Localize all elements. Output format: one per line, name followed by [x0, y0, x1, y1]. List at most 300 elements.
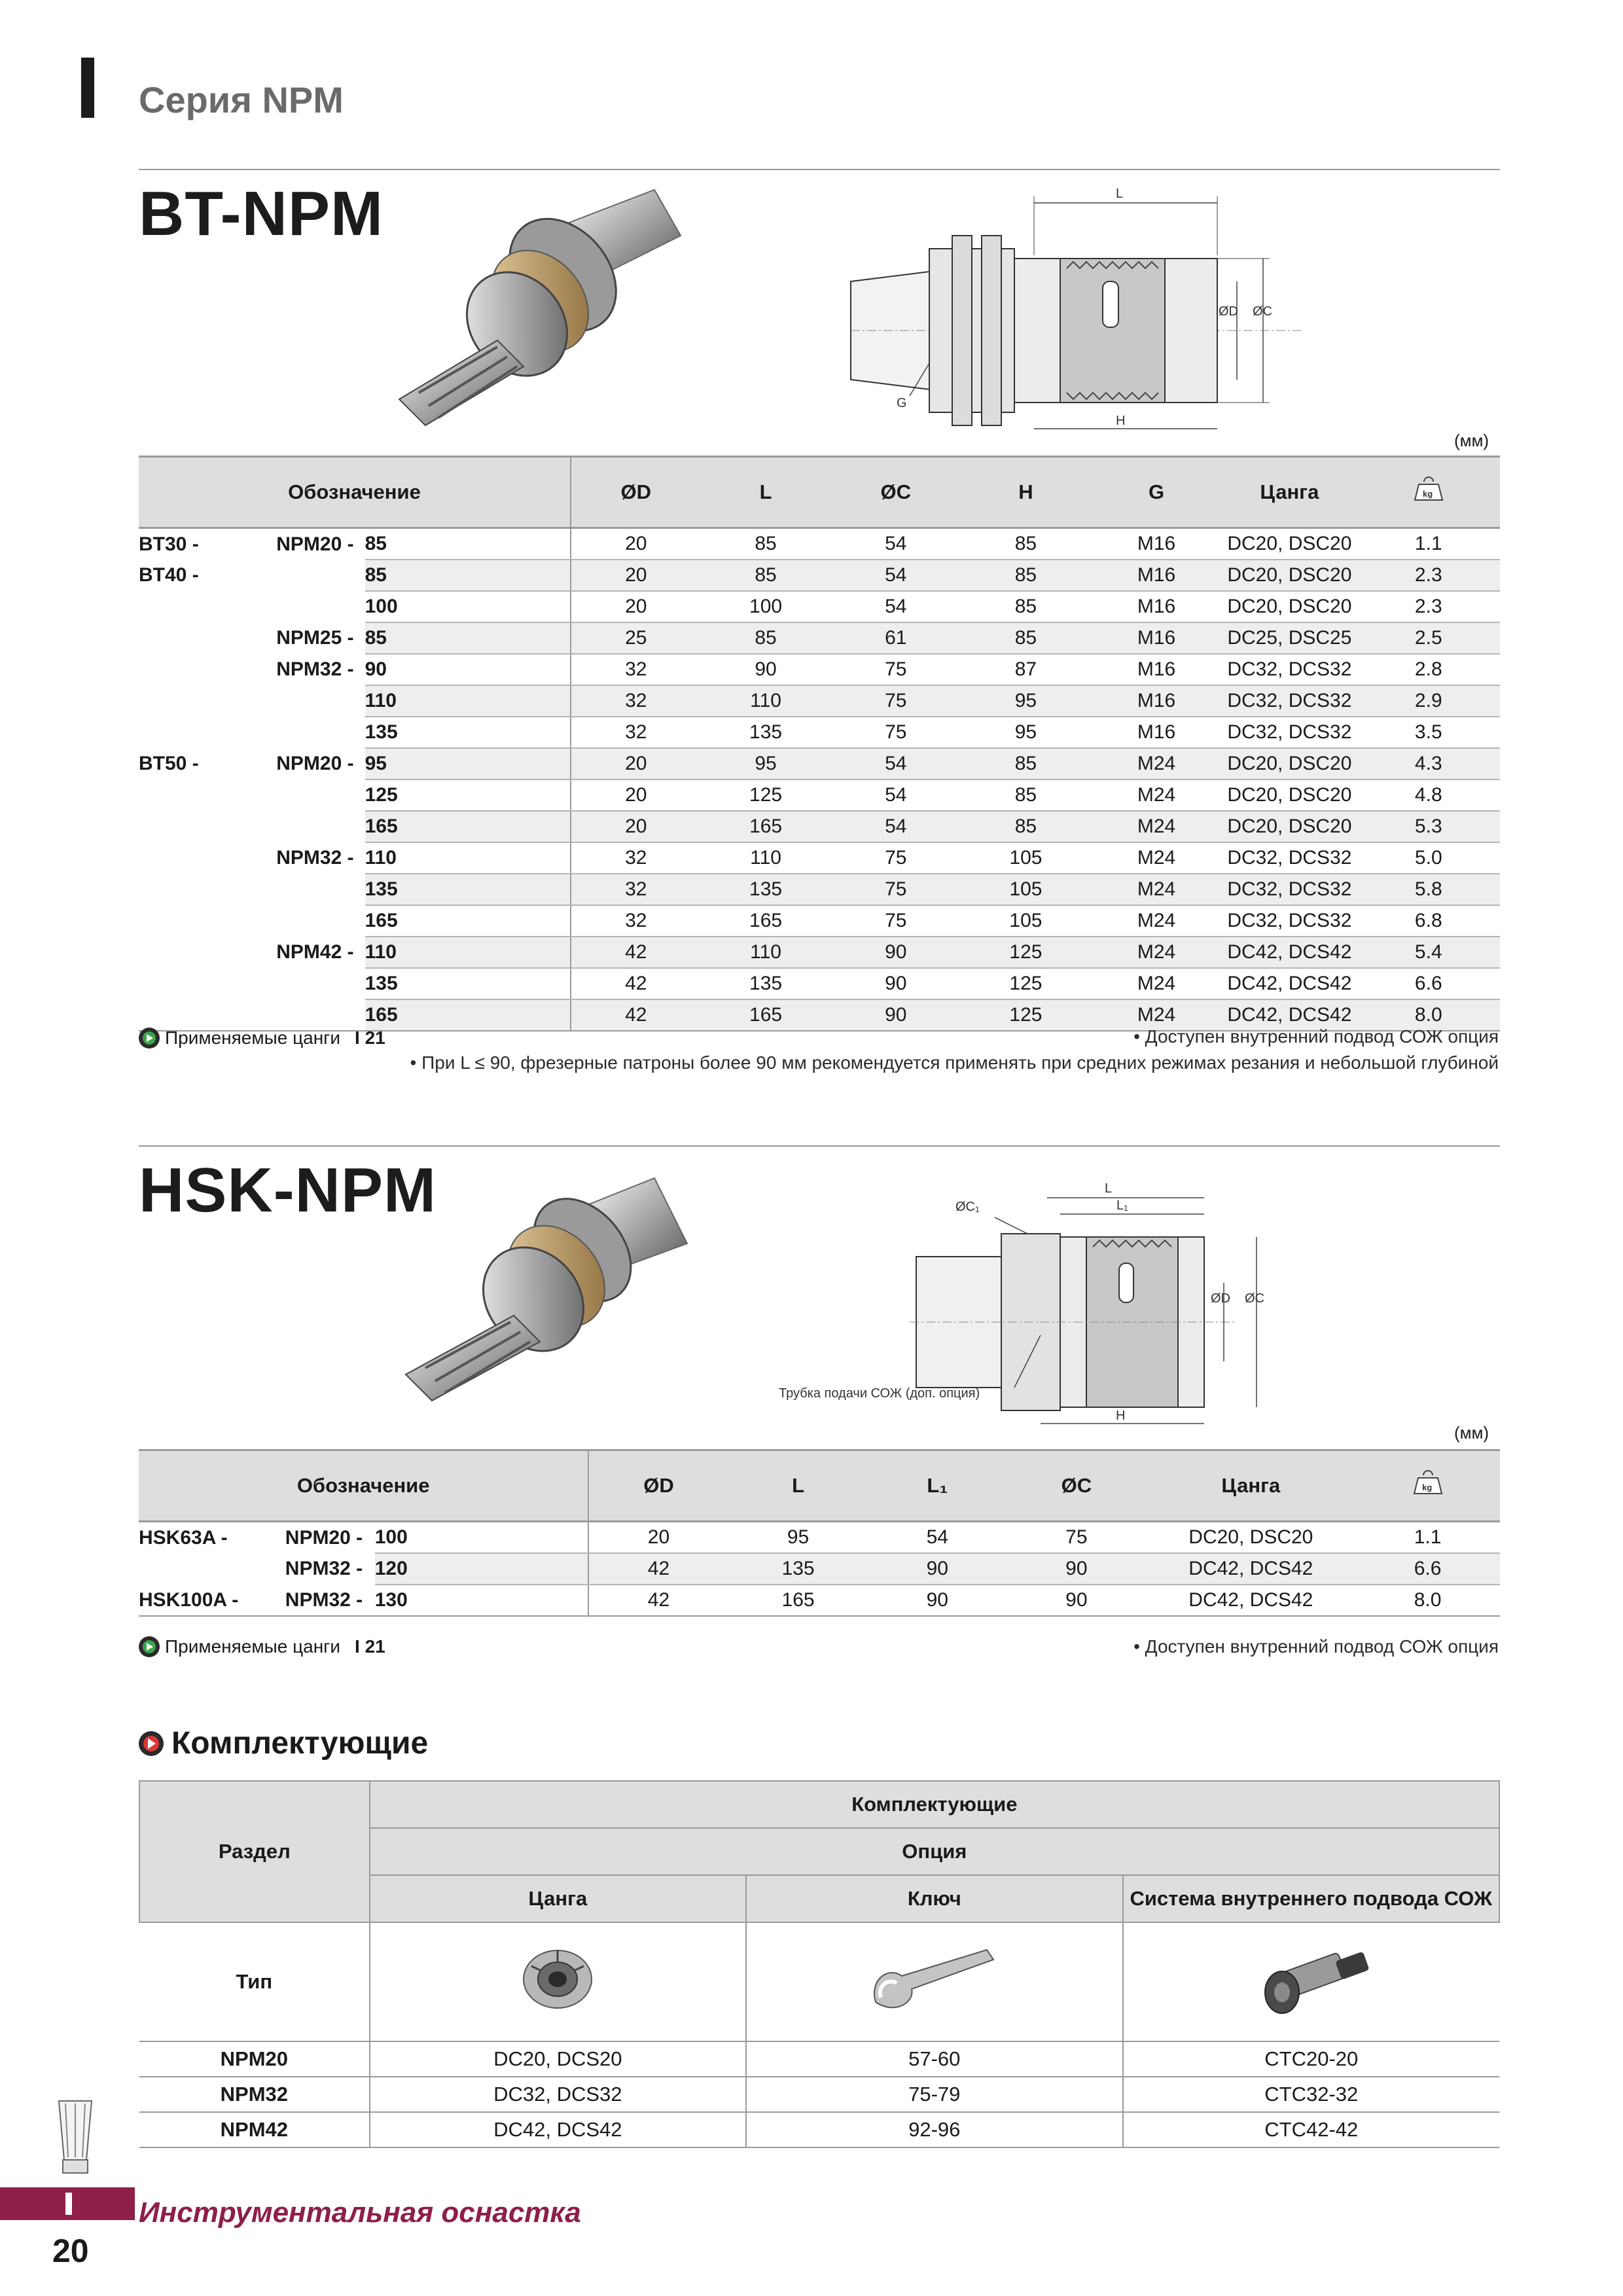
- cell-p1: [139, 999, 276, 1031]
- cell-p2: NPM20 -: [276, 528, 365, 560]
- cell-p1: [139, 968, 276, 999]
- cell-h: 95: [961, 717, 1091, 748]
- acc-cell-type: NPM42: [139, 2112, 370, 2147]
- cell-collet: DC20, DSC20: [1222, 591, 1357, 622]
- table-row: [139, 748, 1500, 780]
- cell-p2: [276, 591, 365, 622]
- coolant-tube-image: [1246, 1940, 1377, 2018]
- cell-p1: [139, 1553, 285, 1585]
- cell-g: M24: [1091, 811, 1222, 842]
- cell-l: 100: [701, 591, 831, 622]
- accessories-heading: [139, 1725, 428, 1761]
- cell-p1: [139, 937, 276, 968]
- cell-l: 110: [701, 937, 831, 968]
- cell-d: 25: [571, 622, 701, 654]
- collet-image: [512, 1943, 603, 2015]
- cell-l: 95: [728, 1522, 868, 1554]
- cell-c: 75: [831, 905, 961, 937]
- cell-l: 165: [701, 905, 831, 937]
- weight-icon: [1412, 1470, 1444, 1496]
- cell-collet: DC20, DSC20: [1222, 748, 1357, 780]
- cell-p3: 85: [365, 560, 571, 591]
- cell-p2: NPM20 -: [285, 1522, 375, 1554]
- cell-p1: [139, 717, 276, 748]
- cell-kg: 5.8: [1357, 874, 1500, 905]
- cell-d: 20: [571, 560, 701, 591]
- bt-drawing-label-h: H: [1116, 414, 1126, 428]
- cell-kg: 2.9: [1357, 685, 1500, 717]
- hsk-drawing-label-l1: L₁: [1116, 1198, 1128, 1213]
- cell-p3: 135: [365, 717, 571, 748]
- cell-l: 135: [728, 1553, 868, 1585]
- cell-p3: 90: [365, 654, 571, 685]
- cell-kg: 5.4: [1357, 937, 1500, 968]
- cell-p2: [276, 811, 365, 842]
- hsk-header-collet: Цанга: [1146, 1450, 1355, 1522]
- cell-p3: 110: [365, 937, 571, 968]
- hsk-header-weight: [1355, 1450, 1500, 1522]
- cell-l: 85: [701, 528, 831, 560]
- cell-d: 32: [571, 685, 701, 717]
- cell-h: 85: [961, 748, 1091, 780]
- cell-g: M16: [1091, 560, 1222, 591]
- cell-d: 42: [588, 1585, 728, 1616]
- cell-kg: 6.8: [1357, 905, 1500, 937]
- cell-p1: [139, 622, 276, 654]
- bt-npm-spec-table: [139, 456, 1500, 1031]
- cell-kg: 6.6: [1355, 1553, 1500, 1585]
- cell-p2: [276, 685, 365, 717]
- bt-drawing-label-l: L: [1116, 187, 1124, 201]
- accessories-table: [139, 1780, 1500, 2148]
- hsk-table-header: [139, 1450, 1500, 1522]
- cell-g: M16: [1091, 654, 1222, 685]
- cell-collet: DC42, DCS42: [1222, 999, 1357, 1031]
- acc-cell-collet: DC42, DCS42: [370, 2112, 746, 2147]
- cell-p3: 165: [365, 811, 571, 842]
- cell-p3: 165: [365, 999, 571, 1031]
- hsk-header-c: ØC: [1007, 1450, 1146, 1522]
- hsk-drawing-label-coolant-tube: Трубка подачи СОЖ (доп. опция): [779, 1386, 980, 1401]
- table-row: [139, 937, 1500, 968]
- acc-type-label: Тип: [139, 1922, 370, 2041]
- cell-g: M24: [1091, 874, 1222, 905]
- cell-l: 165: [701, 811, 831, 842]
- cell-collet: DC32, DCS32: [1222, 654, 1357, 685]
- acc-cell-collet: DC32, DCS32: [370, 2077, 746, 2112]
- cell-p3: 135: [365, 968, 571, 999]
- cell-kg: 2.3: [1357, 560, 1500, 591]
- cell-p2: NPM32 -: [285, 1585, 375, 1616]
- acc-cell-coolant: CTC32-32: [1123, 2077, 1499, 2112]
- cell-collet: DC42, DCS42: [1222, 937, 1357, 968]
- cell-c: 54: [831, 591, 961, 622]
- bt-npm-product-image: [366, 177, 707, 432]
- cell-l: 135: [701, 717, 831, 748]
- cell-g: M24: [1091, 999, 1222, 1031]
- bt-header-c: ØC: [831, 457, 961, 528]
- bt-npm-title: BT-NPM: [139, 179, 383, 249]
- header-divider: [139, 169, 1500, 170]
- cell-p1: BT50 -: [139, 748, 276, 780]
- cell-d: 42: [588, 1553, 728, 1585]
- series-marker: [81, 58, 94, 118]
- cell-d: 20: [571, 528, 701, 560]
- hsk-collet-ref-page: I 21: [355, 1636, 385, 1657]
- hsk-note-coolant: • Доступен внутренний подвод СОЖ опция: [1133, 1636, 1499, 1657]
- cell-g: M24: [1091, 748, 1222, 780]
- series-title: Серия NPM: [139, 79, 344, 120]
- table-row: [139, 685, 1500, 717]
- acc-header-section: Раздел: [139, 1781, 370, 1922]
- cell-p3: 110: [365, 842, 571, 874]
- cell-l: 135: [701, 968, 831, 999]
- cell-collet: DC32, DCS32: [1222, 717, 1357, 748]
- cell-c: 90: [831, 999, 961, 1031]
- acc-collet-image-cell: [370, 1922, 746, 2041]
- hsk-drawing-label-c: ØC: [1245, 1291, 1264, 1306]
- cell-collet: DC32, DCS32: [1222, 842, 1357, 874]
- cell-p3: 100: [365, 591, 571, 622]
- cell-kg: 8.0: [1355, 1585, 1500, 1616]
- cell-kg: 4.8: [1357, 780, 1500, 811]
- cell-p1: [139, 685, 276, 717]
- cell-h: 85: [961, 622, 1091, 654]
- acc-cell-key: 75-79: [746, 2077, 1122, 2112]
- cell-collet: DC32, DCS32: [1222, 874, 1357, 905]
- table-row: [139, 2112, 1499, 2147]
- cell-h: 85: [961, 560, 1091, 591]
- cell-h: 87: [961, 654, 1091, 685]
- hsk-drawing-label-l: L: [1105, 1181, 1113, 1196]
- acc-cell-coolant: CTC42-42: [1123, 2112, 1499, 2147]
- arrow-right-icon: [139, 1028, 160, 1049]
- cell-l: 85: [701, 560, 831, 591]
- cell-d: 42: [571, 968, 701, 999]
- bt-header-weight: [1357, 457, 1500, 528]
- bt-header-designation: Обозначение: [139, 457, 571, 528]
- cell-l1: 90: [868, 1553, 1007, 1585]
- cell-kg: 4.3: [1357, 748, 1500, 780]
- table-row: [139, 1522, 1500, 1554]
- cell-p1: [139, 905, 276, 937]
- cell-p2: NPM32 -: [276, 842, 365, 874]
- acc-cell-key: 57-60: [746, 2041, 1122, 2077]
- weight-icon: [1412, 476, 1445, 503]
- cell-g: M16: [1091, 622, 1222, 654]
- cell-p1: BT30 -: [139, 528, 276, 560]
- cell-l1: 90: [868, 1585, 1007, 1616]
- cell-l: 110: [701, 842, 831, 874]
- cell-c: 54: [831, 528, 961, 560]
- bt-drawing-label-g: G: [897, 396, 907, 410]
- table-row: [139, 1553, 1500, 1585]
- bt-header-weight-label: kg: [1422, 489, 1433, 499]
- table-row: [139, 560, 1500, 591]
- table-row: [139, 968, 1500, 999]
- cell-c: 75: [831, 685, 961, 717]
- bt-drawing-label-c: ØC: [1253, 304, 1272, 319]
- cell-collet: DC42, DCS42: [1146, 1585, 1355, 1616]
- acc-cell-type: NPM20: [139, 2041, 370, 2077]
- table-row: [139, 842, 1500, 874]
- hsk-npm-product-image: [380, 1158, 707, 1407]
- arrow-right-icon: [139, 1636, 160, 1657]
- accessories-title: Комплектующие: [171, 1726, 429, 1761]
- bt-table-header: [139, 457, 1500, 528]
- table-row: [139, 874, 1500, 905]
- wrench-icon: [863, 1940, 1007, 2018]
- cell-collet: DC42, DCS42: [1146, 1553, 1355, 1585]
- cell-d: 20: [571, 591, 701, 622]
- bt-npm-technical-drawing: [844, 183, 1315, 439]
- cell-c: 54: [831, 748, 961, 780]
- cell-l: 95: [701, 748, 831, 780]
- hsk-npm-technical-drawing: [779, 1172, 1296, 1433]
- cell-collet: DC20, DSC20: [1222, 811, 1357, 842]
- cell-kg: 5.0: [1357, 842, 1500, 874]
- cell-kg: 2.3: [1357, 591, 1500, 622]
- cell-c: 90: [831, 937, 961, 968]
- table-row: [139, 717, 1500, 748]
- cell-c: 61: [831, 622, 961, 654]
- cell-p3: 165: [365, 905, 571, 937]
- cell-p3: 100: [375, 1522, 589, 1554]
- cell-g: M24: [1091, 968, 1222, 999]
- bt-header-h: H: [961, 457, 1091, 528]
- cell-p2: NPM32 -: [285, 1553, 375, 1585]
- cell-p3: 95: [365, 748, 571, 780]
- collet-chuck-icon: [46, 2094, 105, 2179]
- cell-l: 165: [728, 1585, 868, 1616]
- cell-p1: HSK63A -: [139, 1522, 285, 1554]
- table-row: [139, 622, 1500, 654]
- table-row: [139, 591, 1500, 622]
- cell-d: 32: [571, 874, 701, 905]
- cell-g: M16: [1091, 528, 1222, 560]
- hsk-drawing-label-d: ØD: [1211, 1291, 1230, 1306]
- cell-p2: [276, 560, 365, 591]
- bt-units: (мм): [1454, 431, 1489, 450]
- cell-d: 20: [588, 1522, 728, 1554]
- cell-p3: 85: [365, 622, 571, 654]
- cell-d: 32: [571, 905, 701, 937]
- cell-p1: [139, 874, 276, 905]
- table-row: [139, 654, 1500, 685]
- cell-d: 20: [571, 780, 701, 811]
- acc-header-coolant: Система внутреннего подвода СОЖ: [1123, 1875, 1499, 1922]
- cell-c: 54: [831, 780, 961, 811]
- cell-collet: DC20, DSC20: [1222, 560, 1357, 591]
- cell-h: 85: [961, 528, 1091, 560]
- cell-p3: 110: [365, 685, 571, 717]
- bt-note-usage: • При L ≤ 90, фрезерные патроны более 90 мм рекомендуется применять при средних режимах резания и небольшой глубиной: [410, 1052, 1499, 1073]
- cell-p2: NPM20 -: [276, 748, 365, 780]
- cell-p1: BT40 -: [139, 560, 276, 591]
- bt-drawing-label-d: ØD: [1219, 304, 1238, 319]
- cell-h: 125: [961, 968, 1091, 999]
- cell-p2: NPM25 -: [276, 622, 365, 654]
- cell-p3: 130: [375, 1585, 589, 1616]
- cell-p2: NPM32 -: [276, 654, 365, 685]
- cell-kg: 1.1: [1355, 1522, 1500, 1554]
- acc-header-key: Ключ: [746, 1875, 1122, 1922]
- cell-l: 90: [701, 654, 831, 685]
- bt-collet-ref-label: Применяемые цанги: [165, 1028, 341, 1048]
- cell-h: 85: [961, 591, 1091, 622]
- cell-d: 20: [571, 748, 701, 780]
- hsk-header-d: ØD: [588, 1450, 728, 1522]
- cell-kg: 2.8: [1357, 654, 1500, 685]
- cell-kg: 1.1: [1357, 528, 1500, 560]
- hsk-drawing-label-h: H: [1116, 1408, 1126, 1423]
- cell-h: 125: [961, 937, 1091, 968]
- hsk-header-weight-label: kg: [1421, 1482, 1432, 1492]
- cell-c: 75: [831, 874, 961, 905]
- cell-d: 32: [571, 717, 701, 748]
- hsk-drawing-label-c1: ØC₁: [955, 1200, 980, 1214]
- page-number: 20: [52, 2233, 89, 2269]
- cell-g: M24: [1091, 780, 1222, 811]
- cell-h: 85: [961, 811, 1091, 842]
- hsk-header-l: L: [728, 1450, 868, 1522]
- cell-c: 54: [831, 811, 961, 842]
- footer-chapter-mark: [65, 2193, 72, 2215]
- cell-p3: 120: [375, 1553, 589, 1585]
- cell-l: 125: [701, 780, 831, 811]
- cell-p2: [276, 780, 365, 811]
- cell-h: 85: [961, 780, 1091, 811]
- acc-cell-coolant: CTC20-20: [1123, 2041, 1499, 2077]
- cell-collet: DC20, DSC20: [1146, 1522, 1355, 1554]
- bt-collet-ref-page: I 21: [355, 1028, 385, 1048]
- hsk-npm-title: HSK-NPM: [139, 1155, 437, 1225]
- cell-d: 32: [571, 842, 701, 874]
- hsk-divider: [139, 1145, 1500, 1147]
- acc-cell-key: 92-96: [746, 2112, 1122, 2147]
- table-row: [139, 780, 1500, 811]
- cell-l: 85: [701, 622, 831, 654]
- bt-header-l: L: [701, 457, 831, 528]
- hsk-npm-spec-table: [139, 1449, 1500, 1617]
- cell-g: M24: [1091, 905, 1222, 937]
- cell-collet: DC20, DSC20: [1222, 780, 1357, 811]
- cell-p2: [276, 905, 365, 937]
- table-row: [139, 1585, 1500, 1616]
- arrow-right-icon: [139, 1731, 164, 1756]
- cell-p1: [139, 811, 276, 842]
- cell-kg: 3.5: [1357, 717, 1500, 748]
- cell-l: 110: [701, 685, 831, 717]
- cell-d: 20: [571, 811, 701, 842]
- cell-c: 75: [1007, 1522, 1146, 1554]
- bt-header-collet: Цанга: [1222, 457, 1357, 528]
- cell-g: M24: [1091, 842, 1222, 874]
- cell-c: 90: [1007, 1553, 1146, 1585]
- cell-l: 135: [701, 874, 831, 905]
- hsk-units: (мм): [1454, 1423, 1489, 1443]
- cell-g: M16: [1091, 717, 1222, 748]
- cell-d: 42: [571, 937, 701, 968]
- table-row: [139, 905, 1500, 937]
- bt-header-g: G: [1091, 457, 1222, 528]
- cell-kg: 8.0: [1357, 999, 1500, 1031]
- cell-c: 75: [831, 654, 961, 685]
- cell-p1: [139, 654, 276, 685]
- cell-collet: DC32, DCS32: [1222, 905, 1357, 937]
- cell-p2: [276, 968, 365, 999]
- table-row: [139, 528, 1500, 560]
- cell-collet: DC42, DCS42: [1222, 968, 1357, 999]
- bt-note-coolant: • Доступен внутренний подвод СОЖ опция: [1133, 1026, 1499, 1047]
- table-row: [139, 2077, 1499, 2112]
- cell-g: M24: [1091, 937, 1222, 968]
- cell-p2: [276, 874, 365, 905]
- cell-d: 42: [571, 999, 701, 1031]
- cell-g: M16: [1091, 591, 1222, 622]
- cell-p2: [276, 717, 365, 748]
- cell-h: 105: [961, 905, 1091, 937]
- cell-p3: 135: [365, 874, 571, 905]
- table-row: [139, 2041, 1499, 2077]
- cell-p1: [139, 842, 276, 874]
- cell-g: M16: [1091, 685, 1222, 717]
- bt-header-d: ØD: [571, 457, 701, 528]
- cell-kg: 2.5: [1357, 622, 1500, 654]
- cell-p3: 85: [365, 528, 571, 560]
- cell-h: 105: [961, 874, 1091, 905]
- hsk-collet-ref-label: Применяемые цанги: [165, 1636, 341, 1657]
- cell-h: 105: [961, 842, 1091, 874]
- footer-chapter-title: Инструментальная оснастка: [139, 2197, 581, 2229]
- hsk-collet-reference[interactable]: [139, 1636, 385, 1657]
- cell-p1: HSK100A -: [139, 1585, 285, 1616]
- cell-collet: DC32, DCS32: [1222, 685, 1357, 717]
- cell-collet: DC25, DSC25: [1222, 622, 1357, 654]
- bt-collet-reference[interactable]: [139, 1028, 385, 1049]
- cell-c: 75: [831, 842, 961, 874]
- hsk-header-l1: L₁: [868, 1450, 1007, 1522]
- table-row: [139, 811, 1500, 842]
- cell-l: 165: [701, 999, 831, 1031]
- cell-c: 90: [1007, 1585, 1146, 1616]
- cell-p1: [139, 591, 276, 622]
- acc-header-collet: Цанга: [370, 1875, 746, 1922]
- cell-c: 75: [831, 717, 961, 748]
- cell-h: 95: [961, 685, 1091, 717]
- acc-header-accessories: Комплектующие: [370, 1781, 1499, 1828]
- cell-p2: [276, 999, 365, 1031]
- cell-p3: 125: [365, 780, 571, 811]
- acc-header-option: Опция: [370, 1828, 1499, 1875]
- cell-collet: DC20, DSC20: [1222, 528, 1357, 560]
- footer-accent-line: [0, 2219, 135, 2220]
- cell-c: 90: [831, 968, 961, 999]
- acc-coolant-image-cell: [1123, 1922, 1499, 2041]
- cell-p1: [139, 780, 276, 811]
- cell-kg: 5.3: [1357, 811, 1500, 842]
- cell-h: 125: [961, 999, 1091, 1031]
- cell-d: 32: [571, 654, 701, 685]
- cell-c: 54: [831, 560, 961, 591]
- acc-cell-type: NPM32: [139, 2077, 370, 2112]
- acc-key-image-cell: [746, 1922, 1122, 2041]
- hsk-header-designation: Обозначение: [139, 1450, 588, 1522]
- cell-kg: 6.6: [1357, 968, 1500, 999]
- acc-cell-collet: DC20, DCS20: [370, 2041, 746, 2077]
- cell-l1: 54: [868, 1522, 1007, 1554]
- cell-p2: NPM42 -: [276, 937, 365, 968]
